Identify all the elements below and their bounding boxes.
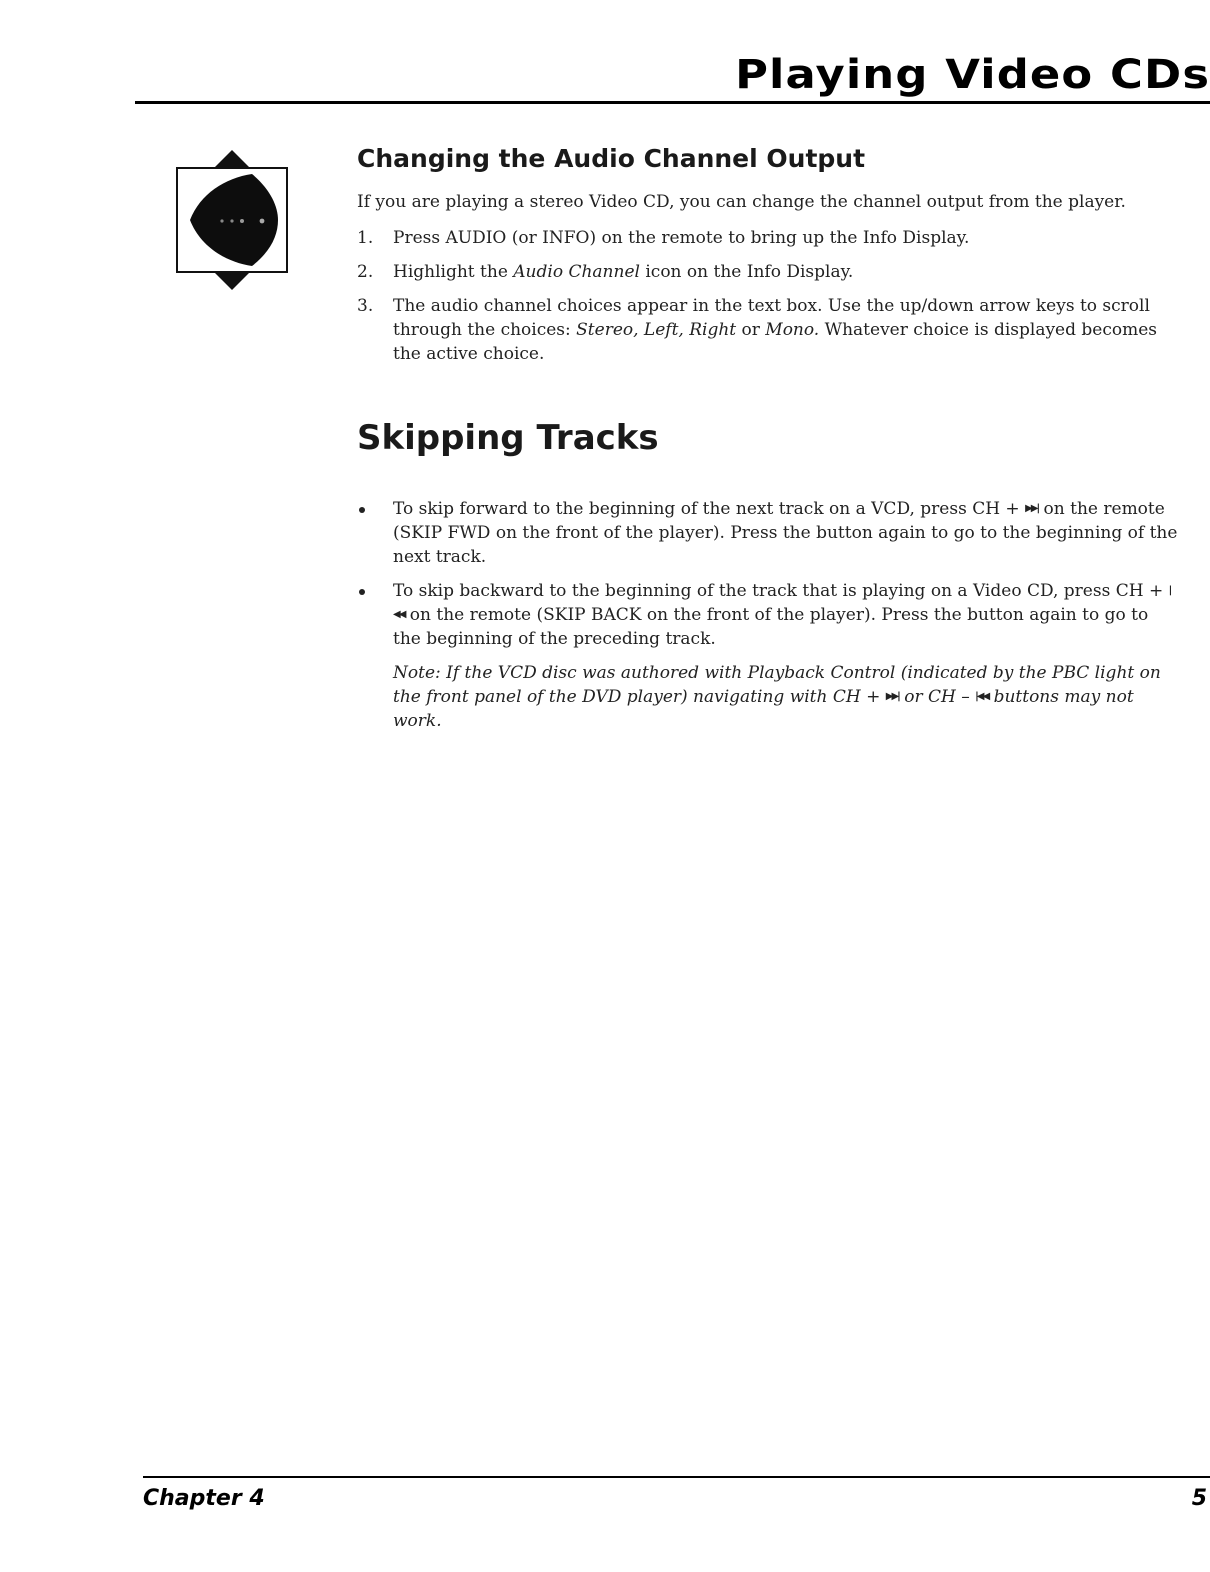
- footer-page-number: 5: [1191, 1486, 1207, 1511]
- skip-bullet-forward: [357, 497, 1180, 569]
- step-text-emphasis: Stereo, Left, Right: [576, 320, 737, 340]
- audio-step-1: [357, 226, 1180, 250]
- header-rule: [135, 101, 1210, 104]
- skip-bullet-backward: [357, 579, 1180, 651]
- skip-forward-icon: ▶▶|: [885, 691, 899, 702]
- skip-bullets-list: [357, 497, 1180, 661]
- audio-steps-list: [357, 226, 1180, 376]
- footer-chapter: Chapter 4: [143, 1486, 265, 1511]
- audio-step-2: [357, 260, 1180, 284]
- note-part-3: buttons may not work.: [393, 687, 1134, 731]
- step-number: 1.: [357, 228, 374, 248]
- page-header-title: Playing Video CDs: [734, 52, 1210, 98]
- note-part-2: or CH –: [898, 687, 976, 707]
- footer-rule: [143, 1476, 1210, 1478]
- bullet-text-pre: To skip backward to the beginning of the track that is playing on a Video CD, press CH +: [393, 581, 1169, 601]
- step-text-post: icon on the Info Display.: [639, 262, 854, 282]
- step-text-post: Whatever choice is displayed becomes the active choice.: [393, 320, 1158, 364]
- bullet-dot: [359, 589, 365, 595]
- note-part-1: Note: If the VCD disc was authored with Playback Control (indicated by the PBC light on the front panel of the DVD player) navigating with CH +: [393, 663, 1161, 707]
- audio-section-heading: Changing the Audio Channel Output: [357, 144, 866, 173]
- skip-section-heading: Skipping Tracks: [357, 418, 659, 458]
- step-number: 2.: [357, 262, 374, 282]
- bullet-dot: [359, 507, 365, 513]
- step-text-pre: Highlight the: [393, 262, 514, 282]
- step-number: 3.: [357, 296, 374, 316]
- step-text: Press AUDIO (or INFO) on the remote to bring up the Info Display.: [393, 228, 970, 248]
- audio-intro-text: If you are playing a stereo Video CD, you can change the channel output from the player.: [357, 192, 1126, 212]
- bullet-text-post: on the remote (SKIP BACK on the front of the player). Press the button again to go to the beginning of the preceding track.: [393, 605, 1149, 649]
- bullet-text-post: on the remote (SKIP FWD on the front of the player). Press the button again to go to the beginning of the next track.: [393, 499, 1178, 567]
- audio-step-3: [357, 294, 1180, 366]
- bullet-text-pre: To skip forward to the beginning of the next track on a VCD, press CH +: [393, 499, 1026, 519]
- step-text-emphasis: Audio Channel: [513, 262, 640, 282]
- skip-back-icon: |◀◀: [975, 691, 989, 702]
- skip-forward-icon: ▶▶|: [1025, 503, 1039, 514]
- note-text: [393, 661, 1163, 733]
- step-text-mid: or: [736, 320, 766, 340]
- skip-back-icon: |◀◀: [393, 585, 1171, 620]
- audio-channel-icon: [170, 144, 294, 294]
- step-text-emphasis-2: Mono.: [765, 320, 820, 340]
- step-text-pre: The audio channel choices appear in the text box. Use the up/down arrow keys to scroll through the choices:: [393, 296, 1150, 340]
